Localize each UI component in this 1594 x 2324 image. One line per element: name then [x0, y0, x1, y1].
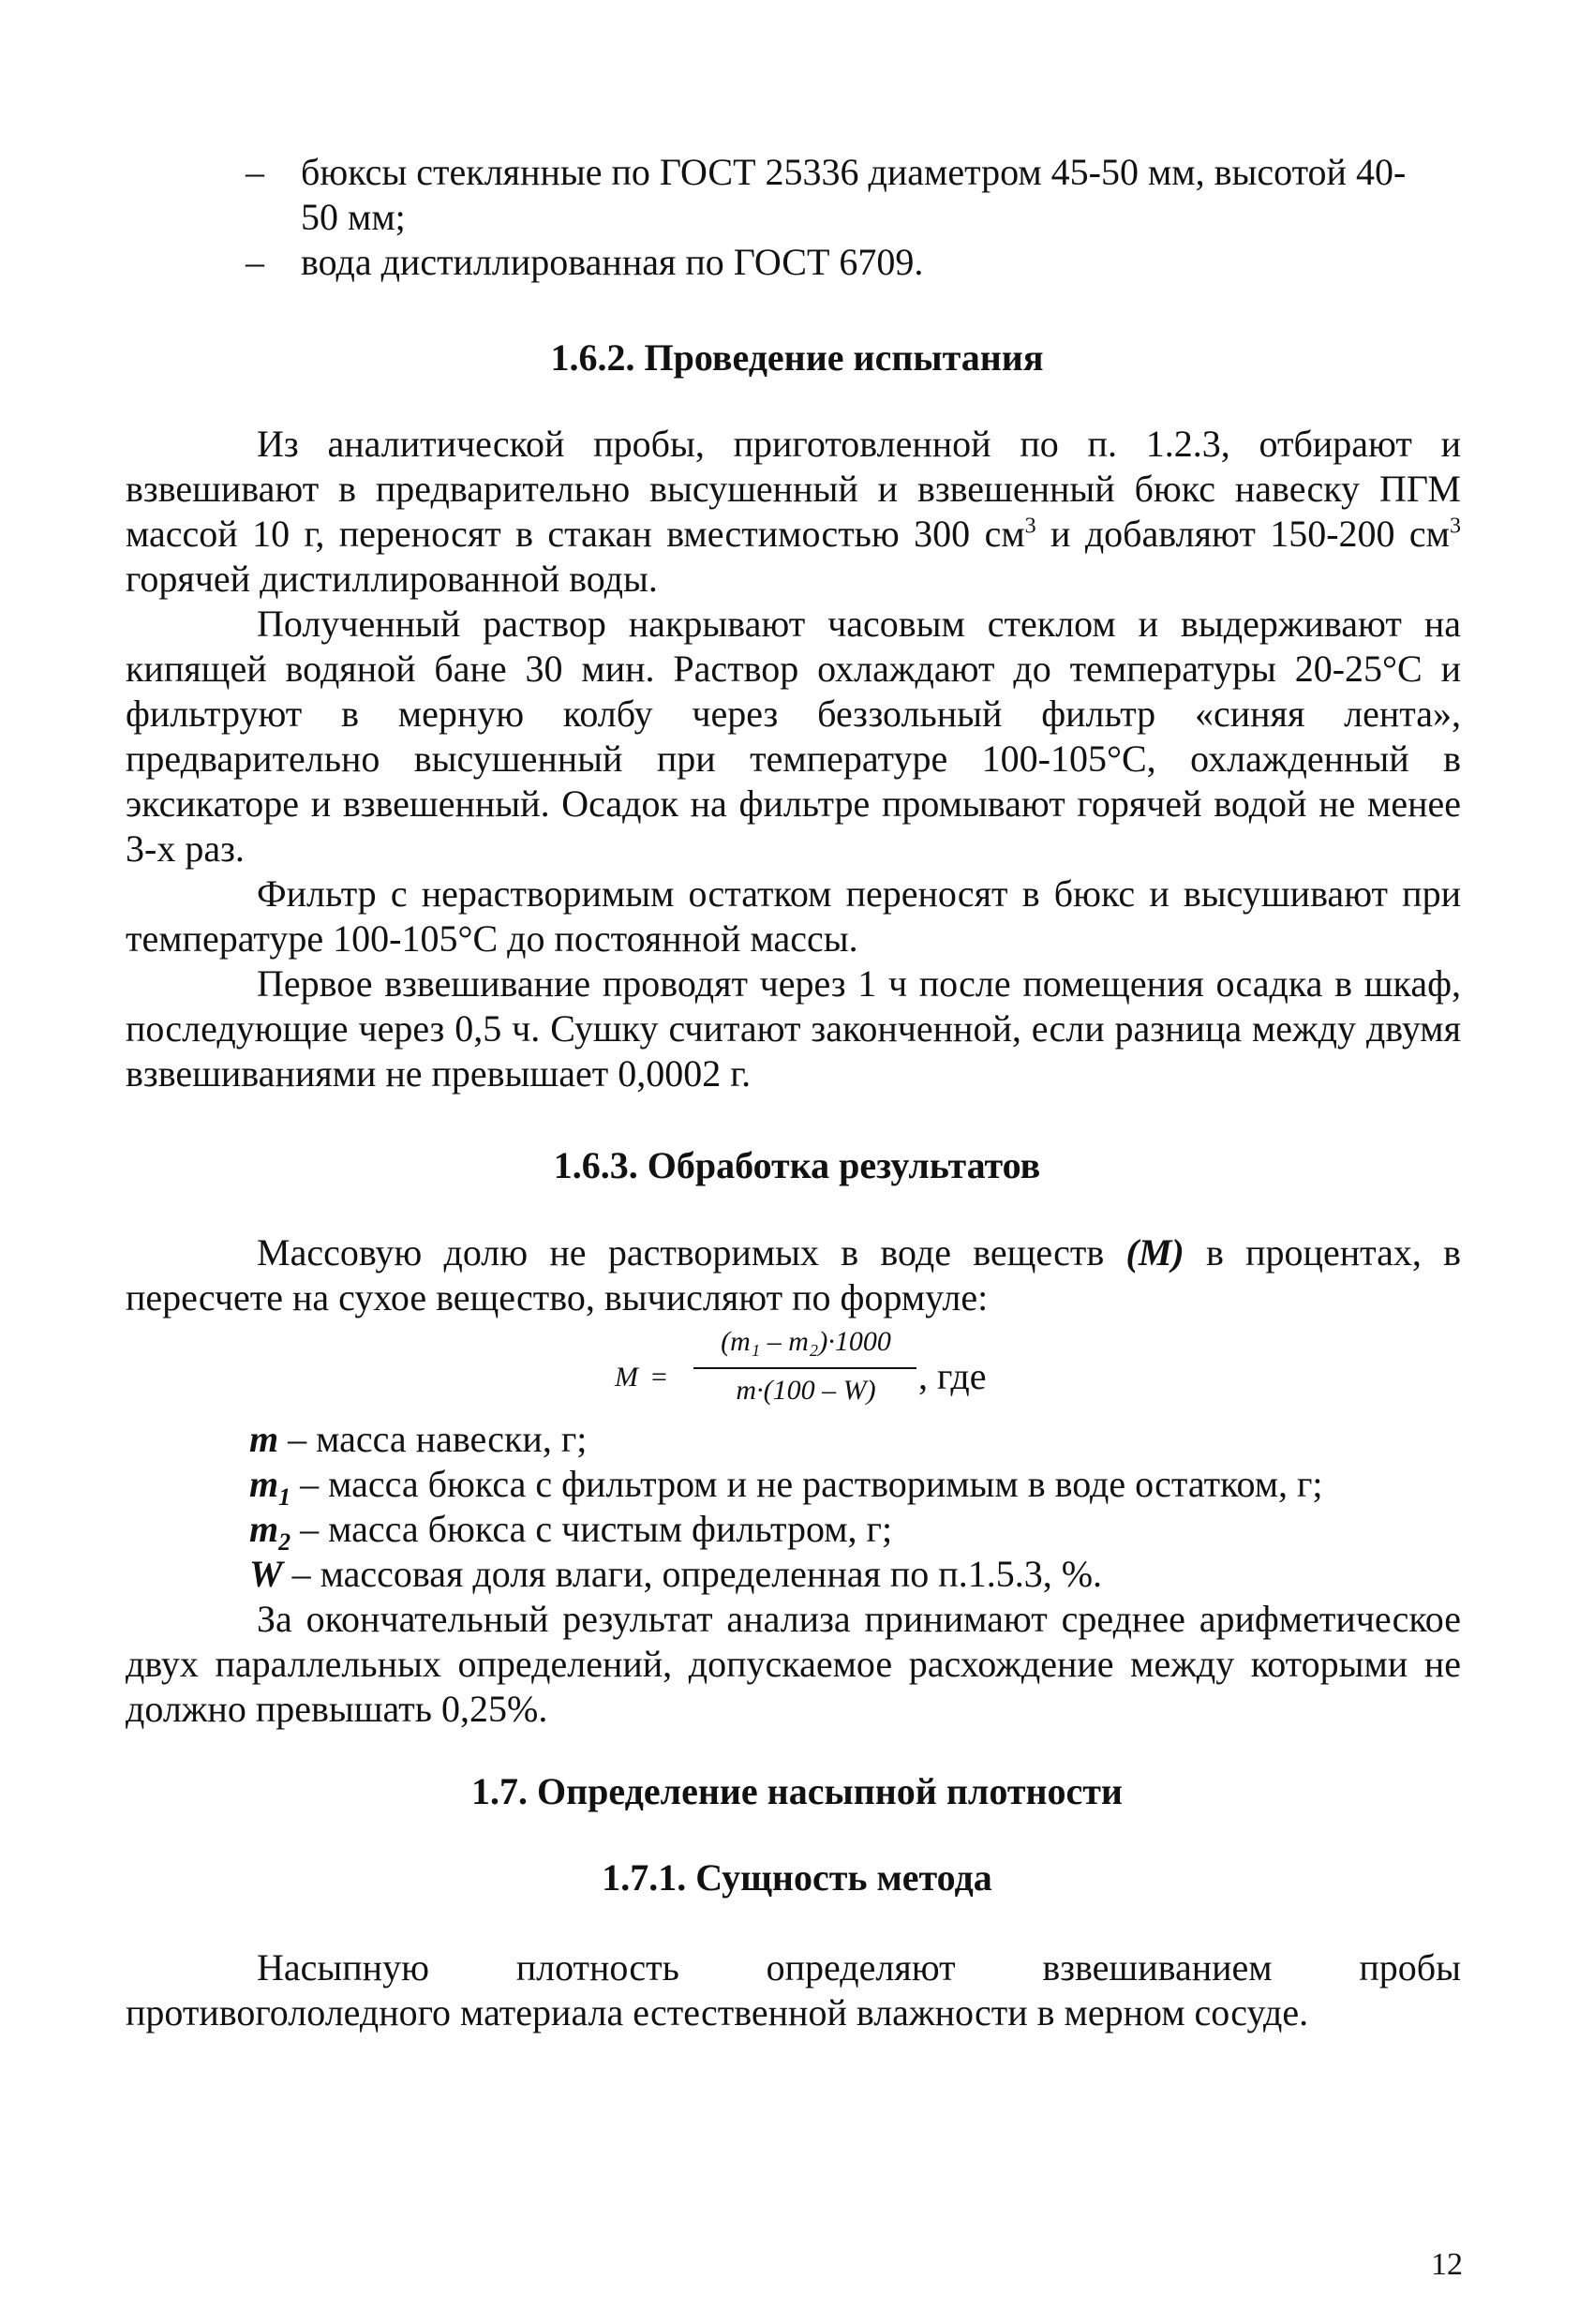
formula — [600, 1326, 1087, 1429]
variable: m — [249, 1418, 279, 1460]
variable: m — [249, 1463, 279, 1505]
section-heading-1-7: 1.7. Определение насыпной плотности — [471, 1770, 1123, 1812]
section-heading-1-6-2: 1.6.2. Проведение испытания — [550, 336, 1044, 379]
formula-denominator: m·(100 – W) — [736, 1375, 876, 1406]
definition-item — [126, 1462, 1461, 1511]
variable: W — [249, 1553, 283, 1595]
paragraph: Насыпную плотность определяют взвешиванием пробы противогололедного материала естественной влажности в мерном сосуде. — [126, 1946, 1461, 2034]
superscript: 3 — [1450, 514, 1461, 539]
list-item — [126, 150, 1461, 240]
paragraph-text: в процентах, в пересчете на сухое вещество, вычисляют по формуле: — [126, 1231, 1461, 1318]
paragraph — [126, 1230, 1461, 1320]
list-item-text: бюксы стеклянные по ГОСТ 25336 диаметром 45-50 мм, высотой 40- — [301, 151, 1407, 193]
paragraph-text: и добавляют 150-200 см — [1035, 513, 1450, 555]
definition-item — [126, 1417, 1461, 1462]
section-body-1-7-1 — [126, 1945, 1461, 2035]
definition-item — [126, 1552, 1461, 1597]
superscript: 3 — [1024, 514, 1036, 539]
formula-tail: , где — [918, 1355, 987, 1397]
paragraph: Фильтр с нерастворимым остатком переносят в бюкс и высушивают при температуре 100-105°С до постоянной массы. — [126, 872, 1461, 960]
definition-text: – масса бюкса с фильтром и не растворимым в воде остатком, г; — [290, 1463, 1323, 1505]
paragraph-text: Массовую долю не растворимых в воде веществ — [257, 1231, 1126, 1274]
equipment-list — [126, 150, 1461, 285]
fraction-bar — [693, 1367, 916, 1369]
section-heading-1-7-1: 1.7.1. Сущность метода — [602, 1856, 992, 1899]
paragraph: За окончательный результат анализа принимают среднее арифметическое двух параллельных определений, допускаемое расхождение между которыми не должно превышать 0,25%. — [126, 1598, 1461, 1730]
section-heading-1-6-3: 1.6.3. Обработка результатов — [553, 1144, 1041, 1186]
list-dash: – — [246, 151, 264, 193]
definition-item — [126, 1507, 1461, 1556]
definition-text: – масса навески, г; — [278, 1418, 588, 1460]
list-item-text: 50 мм; — [301, 196, 406, 238]
definition-text: – масса бюкса с чистым фильтром, г; — [290, 1508, 893, 1550]
paragraph-text: горячей дистиллированной воды. — [126, 558, 658, 600]
paragraph: Полученный раствор накрывают часовым стеклом и выдерживают на кипящей водяной бане 30 мин. Раствор охлаждают до температуры 20-25°С и фильтруют в мерную колбу через беззольный фильтр «синяя лента», предварительно высушенный при температуре 100-105°С, охлажденный в эксикаторе и взвешенный. Осадок на фильтре промывают горячей водой не менее 3-х раз. — [126, 603, 1461, 870]
variable: m — [249, 1508, 279, 1550]
page-number: 12 — [1431, 2247, 1463, 2282]
definition-text: – массовая доля влаги, определенная по п.1.5.3, %. — [282, 1553, 1103, 1595]
paragraph — [126, 422, 1461, 602]
paragraph: Первое взвешивание проводят через 1 ч после помещения осадка в шкаф, последующие через 0,5 ч. Сушку считают законченной, если разница между двумя взвешиваниями не превышает 0,0002 г. — [126, 962, 1461, 1095]
list-item-text: вода дистиллированная по ГОСТ 6709. — [301, 241, 924, 283]
formula-numerator: (m₁ – m₂)·1000 — [721, 1326, 891, 1357]
variable-subscript: 2 — [278, 1528, 291, 1556]
variable: (М) — [1125, 1231, 1184, 1274]
section-body-1-6-2 — [126, 422, 1461, 1096]
list-dash: – — [246, 241, 264, 283]
variable-definitions — [126, 1417, 1461, 1732]
formula-equals: = — [651, 1362, 667, 1393]
list-item — [126, 240, 1461, 285]
paragraph-text: Из аналитической пробы, приготовленной по п. 1.2.3, отбирают и взвешивают в предварительно высушенный и взвешенный бюкс навеску ПГМ массой 10 г, переносят в стакан вместимостью 300 см — [126, 423, 1461, 555]
variable-subscript: 1 — [278, 1483, 291, 1511]
section-body-1-6-3 — [126, 1230, 1461, 1320]
formula-lhs: M — [615, 1362, 638, 1393]
